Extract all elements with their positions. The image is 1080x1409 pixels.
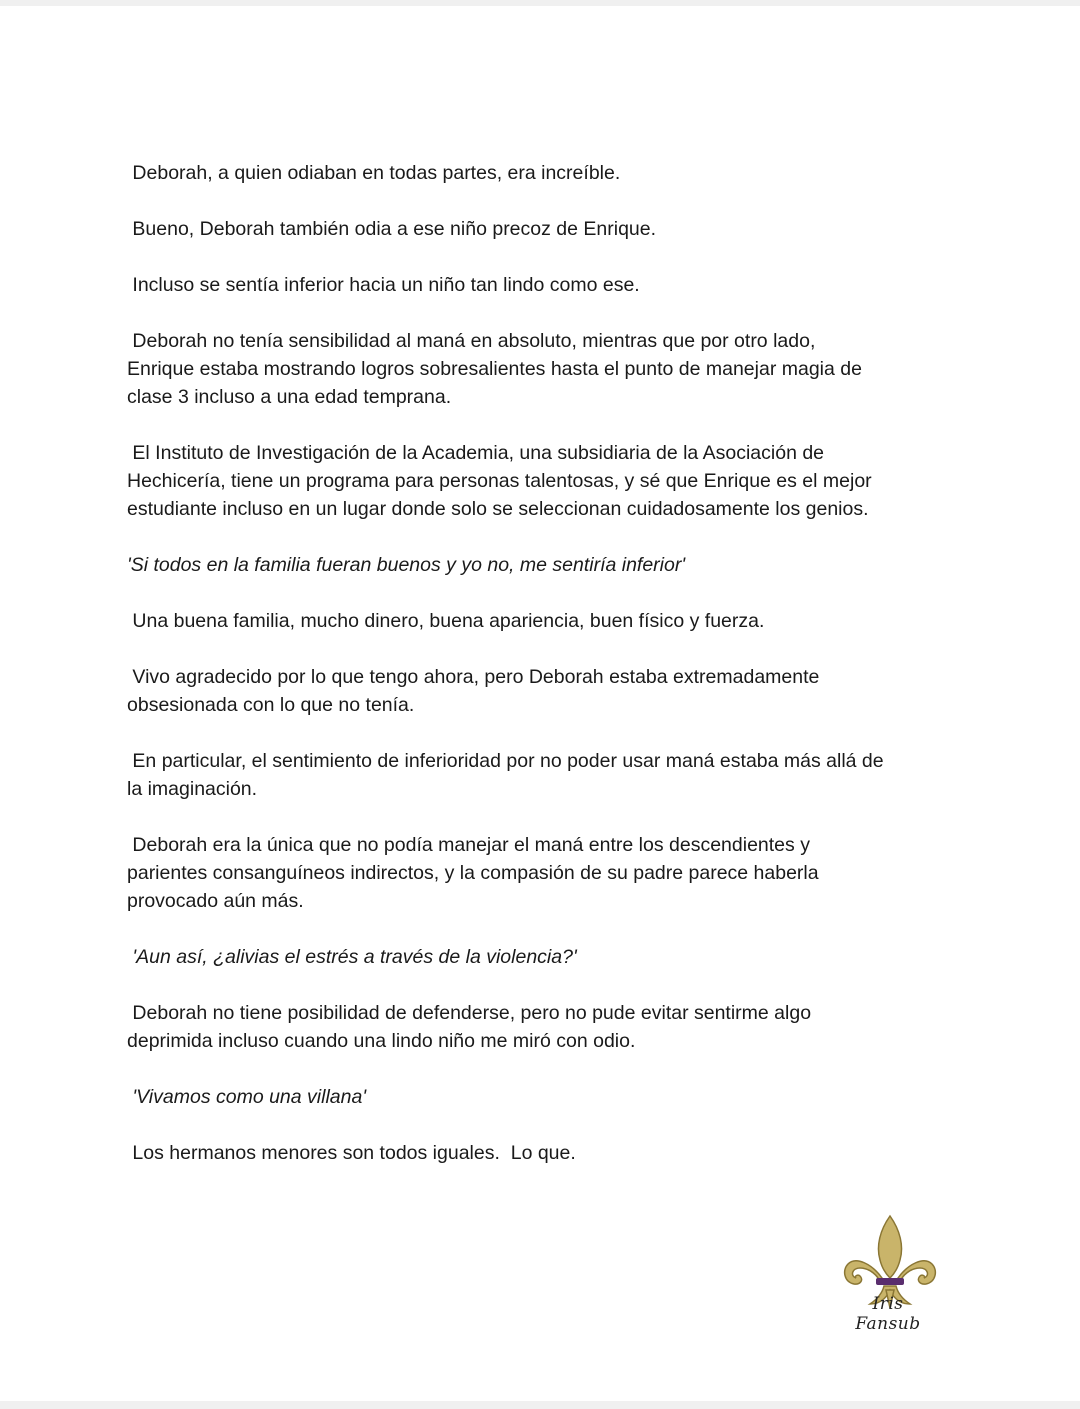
paragraph-3: Incluso se sentía inferior hacia un niño tan lindo como ese.	[127, 274, 640, 296]
thought-2: 'Aun así, ¿alivias el estrés a través de la violencia?'	[127, 946, 577, 968]
top-border	[0, 0, 1080, 6]
paragraph-2: Bueno, Deborah también odia a ese niño precoz de Enrique.	[127, 218, 657, 240]
paragraph-14: Los hermanos menores son todos iguales. Lo que.	[127, 1142, 576, 1164]
paragraph-9: En particular, el sentimiento de inferioridad por no poder usar maná estaba más allá de la imaginación.	[127, 750, 884, 800]
paragraph-8: Vivo agradecido por lo que tengo ahora, pero Deborah estaba extremadamente obsesionada con lo que no tenía.	[127, 666, 820, 716]
paragraph-10: Deborah era la única que no podía manejar el maná entre los descendientes y parientes consanguíneos indirectos, y la compasión de su padre parece haberla provocado aún más.	[127, 834, 819, 912]
paragraph-12: Deborah no tiene posibilidad de defenderse, pero no pude evitar sentirme algo deprimida incluso cuando una lindo niño me miró con odio.	[127, 1002, 812, 1052]
watermark-text: Iris Fansub	[855, 1294, 921, 1334]
paragraph-5: El Instituto de Investigación de la Academia, una subsidiaria de la Asociación de Hechicería, tiene un programa para personas talentosas, y sé que Enrique es el mejor estudiante incluso en un lugar donde solo se seleccionan cuidadosamente los genios.	[127, 442, 872, 520]
paragraph-4: Deborah no tenía sensibilidad al maná en absoluto, mientras que por otro lado, Enrique estaba mostrando logros sobresalientes hasta el punto de manejar magia de clase 3 incluso a una edad temprana.	[127, 330, 862, 408]
bottom-border	[0, 1401, 1080, 1409]
paragraph-7: Una buena familia, mucho dinero, buena apariencia, buen físico y fuerza.	[127, 610, 765, 632]
document-body	[127, 159, 967, 1195]
thought-3: 'Vivamos como una villana'	[127, 1086, 367, 1108]
paragraph-1: Deborah, a quien odiaban en todas partes, era increíble.	[127, 162, 621, 184]
thought-1: 'Si todos en la familia fueran buenos y yo no, me sentiría inferior'	[127, 554, 686, 576]
